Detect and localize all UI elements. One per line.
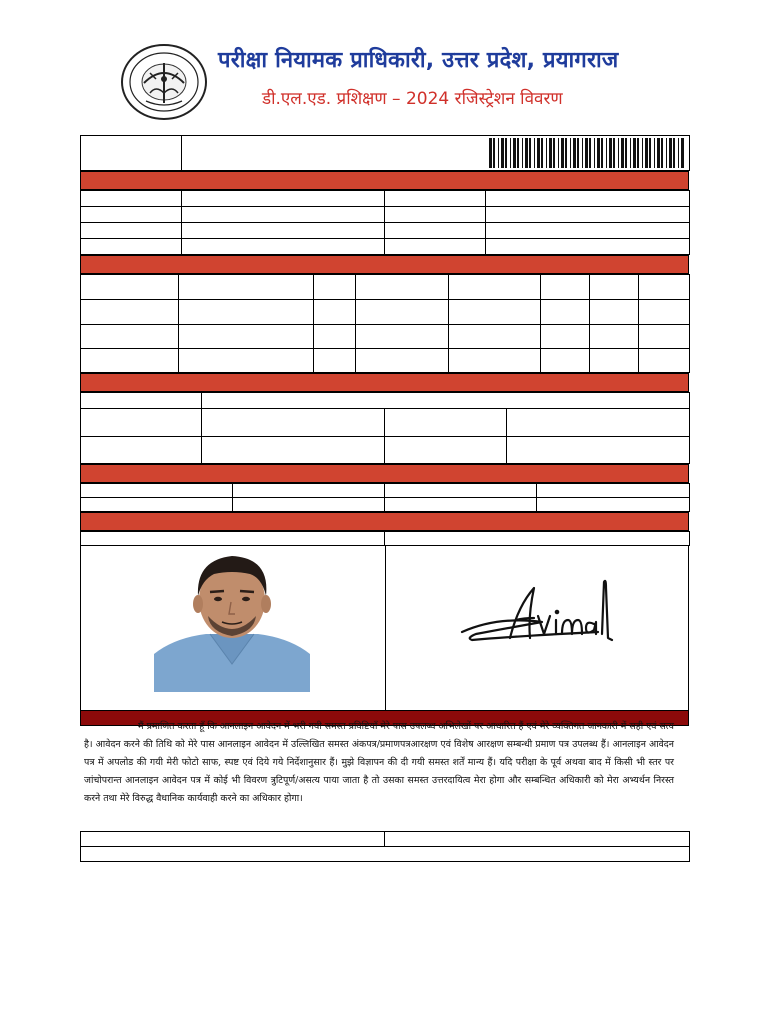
top-id-row xyxy=(80,135,690,171)
education-details-table xyxy=(80,274,690,373)
footer-cell xyxy=(81,847,690,862)
page-header xyxy=(0,0,768,130)
registration-label-cell xyxy=(81,136,182,171)
category-details-table xyxy=(80,483,690,512)
place-cell xyxy=(81,832,385,847)
address-details-table xyxy=(80,392,690,464)
declaration-text xyxy=(84,718,674,808)
personal-details-table xyxy=(80,190,690,255)
section-bar-education xyxy=(80,255,689,274)
registration-form xyxy=(80,135,689,726)
up-government-seal-icon xyxy=(120,43,208,121)
section-bar-category xyxy=(80,464,689,483)
place-date-table xyxy=(80,831,689,862)
declaration-paragraph: मैं प्रमाणित करता हूँ कि आनलाइन आवेदन में भरी गयी समस्त प्रविष्टियाँ मेरे पास उपलब्ध अभिलेखों पर आधारित हैं एवं मेरे व्यक्तिगत जानकारी में सही एवं सत्य है। आवेदन करने की तिथि को मेरे पास आनलाइन आवेदन में उल्लिखित समस्त अंकपत्र/प्रमाणपत्रआरक्षण एवं विशेष आरक्षण सम्बन्धी प्रमाण पत्र उपलब्ध हैं। आनलाइन आवेदन पत्र में अपलोड की गयी मेरी फोटो साफ, स्पष्ट एवं दिये गये निर्देशानुसार हैं। मुझे विज्ञापन की दी गयी समस्त शर्तें मान्य हैं। यदि परीक्षा के पूर्व अथवा बाद में किसी भी स्तर पर जांचोपरान्त आनलाइन आवेदन पत्र में कोई भी विवरण त्रुटिपूर्ण/असत्य पाया जाता है तो उसका समस्त उत्तरदायित्व मेरा होगा और सम्बन्धित अधिकारी को मेरा अभ्यर्थन निरस्त करने तथा मेरे विरुद्ध वैधानिक कार्यवाही करने का अधिकार होगा। xyxy=(84,721,674,804)
page-subtitle: डी.एल.एड. प्रशिक्षण – 2024 रजिस्ट्रेशन विवरण xyxy=(262,89,563,109)
barcode-icon xyxy=(487,137,689,169)
barcode-cell xyxy=(486,136,690,171)
registration-value-cell xyxy=(182,136,486,171)
date-cell xyxy=(385,832,690,847)
section-bar-photo-signature xyxy=(80,512,689,531)
section-bar-personal xyxy=(80,171,689,190)
candidate-photo xyxy=(154,546,310,692)
photo-signature-area xyxy=(80,546,689,710)
candidate-signature xyxy=(458,576,618,666)
signature-cell xyxy=(386,546,688,710)
photo-cell xyxy=(81,546,386,710)
page-title: परीक्षा नियामक प्राधिकारी, उत्तर प्रदेश, प्रयागराज xyxy=(218,48,619,73)
photo-signature-header-table xyxy=(80,531,690,546)
section-bar-address xyxy=(80,373,689,392)
